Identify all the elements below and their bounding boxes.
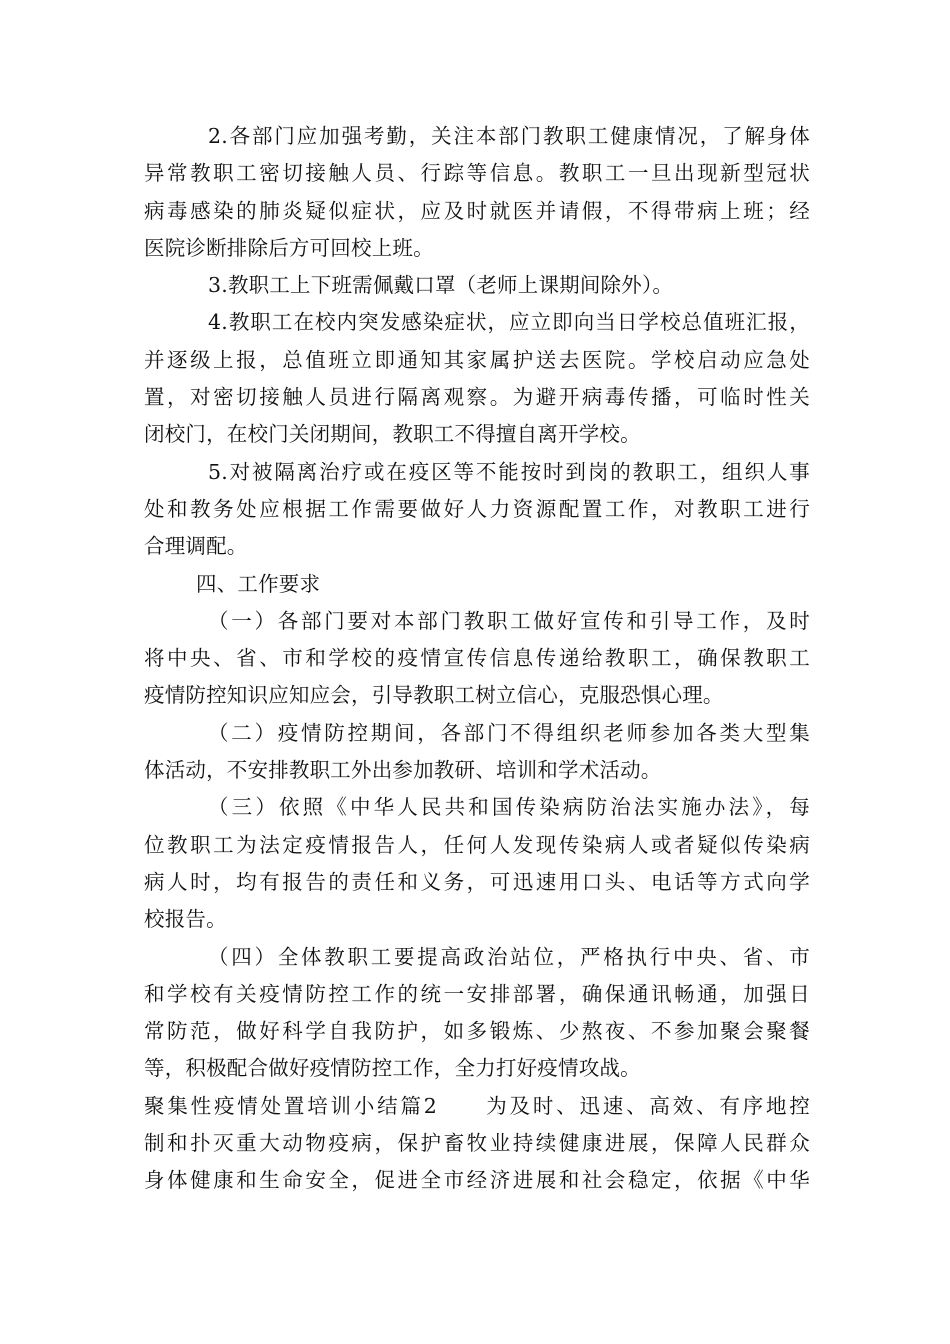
paragraph-line: 3.教职工上下班需佩戴口罩（老师上课期间除外）。 <box>208 273 674 298</box>
paragraph-line: 常防范，做好科学自我防护，如多锻炼、少熬夜、不参加聚会聚餐 <box>144 1019 810 1044</box>
paragraph-line: （一）各部门要对本部门教职工做好宣传和引导工作，及时 <box>208 608 810 633</box>
paragraph-line: 将中央、省、市和学校的疫情宣传信息传递给教职工，确保教职工 <box>144 646 810 671</box>
paragraph-line: （四）全体教职工要提高政治站位，严格执行中央、省、市 <box>208 944 810 969</box>
paragraph-line: 位教职工为法定疫情报告人，任何人发现传染病人或者疑似传染病 <box>144 832 810 857</box>
section-heading: 四、工作要求 <box>196 571 321 596</box>
paragraph-line: 并逐级上报，总值班立即通知其家属护送去医院。学校启动应急处 <box>144 347 810 372</box>
paragraph-line: 和学校有关疫情防控工作的统一安排部署，确保通讯畅通，加强日 <box>144 981 810 1006</box>
paragraph-line: 身体健康和生命安全，促进全市经济进展和社会稳定，依据《中华 <box>144 1168 810 1193</box>
paragraph-line: 等，积极配合做好疫情防控工作，全力打好疫情攻战。 <box>144 1056 641 1081</box>
paragraph-line: 疫情防控知识应知应会，引导教职工树立信心，克服恐惧心理。 <box>144 683 724 708</box>
paragraph-line: 置，对密切接触人员进行隔离观察。为避开病毒传播，可临时性关 <box>144 385 810 410</box>
paragraph-line: 5.对被隔离治疗或在疫区等不能按时到岗的教职工，组织人事 <box>208 459 810 484</box>
paragraph-line: 制和扑灭重大动物疫病，保护畜牧业持续健康进展，保障人民群众 <box>144 1131 810 1156</box>
paragraph-line: 医院诊断排除后方可回校上班。 <box>144 235 434 260</box>
paragraph-line: 体活动，不安排教职工外出参加教研、培训和学术活动。 <box>144 758 662 783</box>
paragraph-line: 校报告。 <box>144 907 227 932</box>
paragraph-line: 2.各部门应加强考勤，关注本部门教职工健康情况，了解身体 <box>208 124 810 148</box>
paragraph-line: 闭校门，在校门关闭期间，教职工不得擅自离开学校。 <box>144 422 641 447</box>
paragraph-line: （三）依照《中华人民共和国传染病防治法实施办法》，每 <box>208 795 810 820</box>
paragraph-line: （二）疫情防控期间，各部门不得组织老师参加各类大型集 <box>208 720 810 745</box>
section-title-line: 聚集性疫情处置培训小结篇2 为及时、迅速、高效、有序地控 <box>144 1093 810 1118</box>
document-page <box>144 118 810 1200</box>
paragraph-line: 4.教职工在校内突发感染症状，应立即向当日学校总值班汇报， <box>208 310 810 335</box>
paragraph-line: 异常教职工密切接触人员、行踪等信息。教职工一旦出现新型冠状 <box>144 161 810 186</box>
paragraph-line: 病毒感染的肺炎疑似症状，应及时就医并请假，不得带病上班；经 <box>144 198 810 223</box>
paragraph-line: 病人时，均有报告的责任和义务，可迅速用口头、电话等方式向学 <box>144 869 810 894</box>
paragraph-line: 处和教务处应根据工作需要做好人力资源配置工作，对教职工进行 <box>144 496 810 521</box>
paragraph-line: 合理调配。 <box>144 534 248 559</box>
